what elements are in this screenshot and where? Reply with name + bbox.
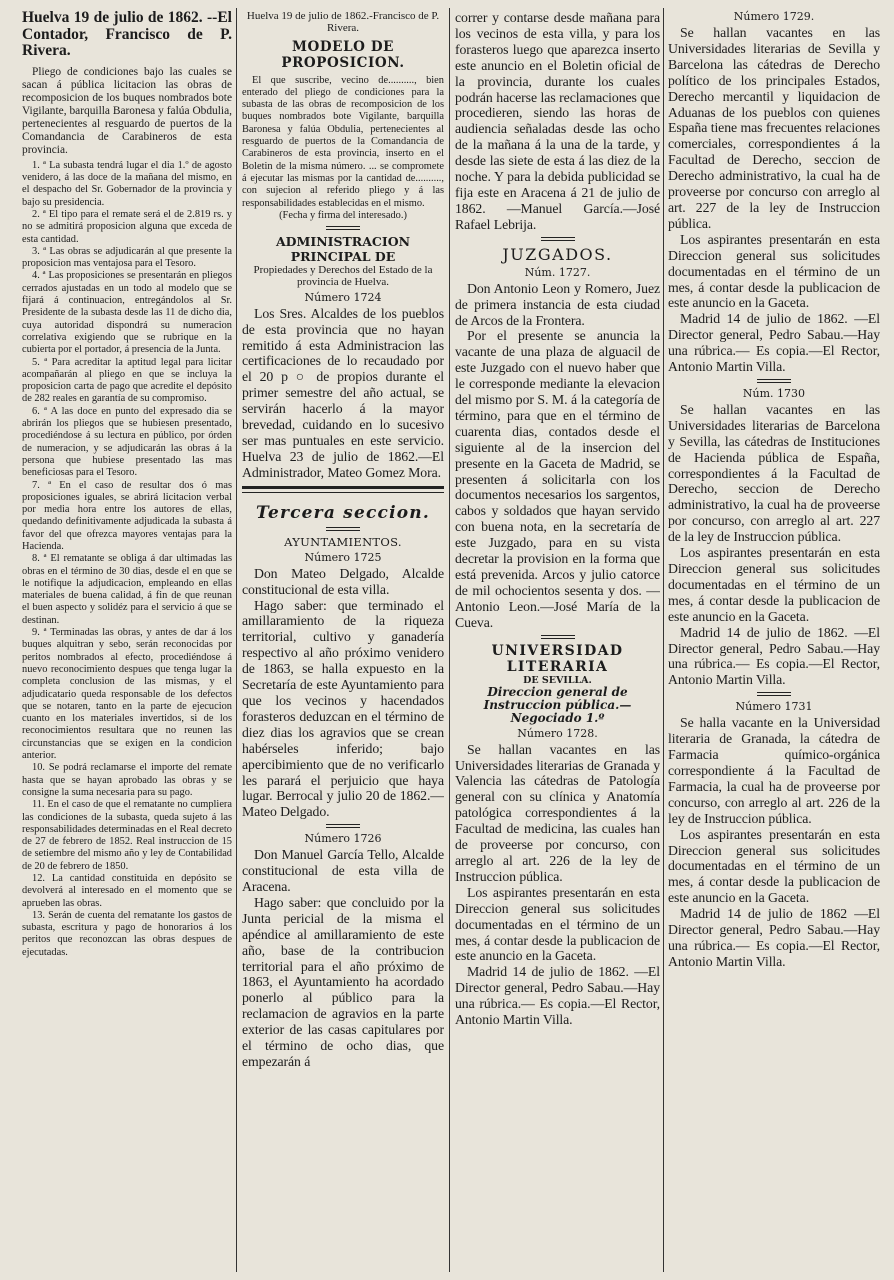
notice-number: Número 1731 <box>735 700 813 714</box>
notice-text: Por el presente se anuncia la vacante de una plaza de alguacil de este Juzgado con el nuevo haber que le corresponde mediante la elevacion del mismo por S. M. á la categoría de término, para que en el término de cuarenta dias, contados desde el siguiente al de la insercion del presente en la Gaceta de Madrid, se presenten á solicitarla con los documentos necesarios los sargentos, cabos y soldados que hayan servido con buena nota, en la secretaría de este Juzgado, para en su vista decretar la provision en la forma que está prevenida. Arcos y julio catorce de mil ochocientos sesenta y dos. —Antonio Leon.—José María de la Cueva. <box>455 328 660 630</box>
column-rule <box>449 8 450 1272</box>
column-header: Huelva 19 de julio de 1862.-Francisco de P. Rivera. <box>246 10 440 35</box>
separator <box>326 824 360 828</box>
clause: 10. Se podrá reclamarse el importe del remate hasta que se hayan aprobado las obras y se consigne la suma necesaria para su pago. <box>22 762 232 798</box>
admin-subtitle: Propiedades y Derechos del Estado de la provincia de Huelva. <box>253 264 433 289</box>
clause: 11. En el caso de que el rematante no cumpliera las condiciones de la subasta, queda sujeto á las responsabilidades determinadas en el Real decreto de 27 de febrero de 1852. Real instruccion de 15 de setiembre del mismo año y ley de Contabilidad de 20 de febrero de 1850. <box>22 799 232 872</box>
section-title: Tercera seccion. <box>256 502 430 523</box>
notice-text: Don Antonio Leon y Romero, Juez de primera instancia de esta ciudad de Arcos de la Frontera. <box>455 280 660 328</box>
notice-text: Los aspirantes presentarán en esta Direccion general sus solicitudes documentadas en el término de un mes, á contar desde la publicacion de este anuncio en la Gaceta. <box>668 231 880 311</box>
column-rule <box>663 8 664 1272</box>
clause: 9. ª Terminadas las obras, y antes de dar á los buques alquitran y sebo, serán reconocidas por peritos nombrados al efecto, procediéndose á nuevo reconocimiento despues que tenga lugar la completa conclusion de las mismas, y el adjudicatario queda responsable de los defectos que se notaren, tanto en la parte de ejecucion cuanto en los materiales invertidos, si de los reconocimientos resultara que no reunen las circunstancias que se exigen en la condicion anterior. <box>22 627 232 762</box>
notice-text: Hago saber: que terminado el amillaramiento de la riqueza territorial, cultivo y ganadería respectivo al año próximo venidero de 1863, se halla expuesto en la Secretaría de este Ayuntamiento para que los vecinos y hacendados forasteros deduzcan en el término de diez dias los agravios que se crean habérseles inferido; bajo apercibimiento que de no verificarlo les parará el perjuicio que haya lugar. Berrocal y julio 20 de 1862.—Mateo Delgado. <box>242 597 444 820</box>
notice-text: Don Mateo Delgado, Alcalde constitucional de esta villa. <box>242 565 444 597</box>
clause: 13. Serán de cuenta del rematante los gastos de subasta, escritura y pago de honorarios á los peritos que reconozcan las obras despues de ejecutadas. <box>22 909 232 958</box>
clause: 5. ª Para acreditar la aptitud legal para licitar acompañarán al pliego en que se incluya la proposicion carta de pago que acredite el depósito de 282 reales en garantía de su compromiso. <box>22 356 232 405</box>
clause: 7. ª En el caso de resultar dos ó mas proposiciones iguales, se abrirá licitacion verbal por media hora entre los autores de ellas, quedando definitivamente adjudicada la subasta á favor del que ofrezca mayores ventajas para la Hacienda. <box>22 479 232 552</box>
pliego-intro: Pliego de condiciones bajo las cuales se sacan á pública licitacion las obras de recomposicion de los buques nombrados bote Vigilante, barquilla Baronesa y falúa Obdulia, pertenecientes al resguardo de puertos de la Comandancia de Carabineros de esta provincia. <box>22 65 232 156</box>
notice-number: Número 1726 <box>304 832 382 846</box>
admin-text: Los Sres. Alcaldes de los pueblos de esta provincia que no hayan remitido á esta Administracion las certificaciones de lo recaudado por el 20 p ○ de propios durante el primer semestre del año actual, se servirán hacerlo á la mayor brevedad, cuidando en lo sucesivo ser mas puntuales en este servicio. Huelva 23 de julio de 1862.—El Administrador, Mateo Gomez Mora. <box>242 305 444 480</box>
direccion-line: Direccion general de Instruccion pública.—Negociado 1.º <box>483 684 632 725</box>
notice-text: Se hallan vacantes en las Universidades literarias de Barcelona y Sevilla, las cátedras de Instituciones de Hacienda pública de España, correspondientes á la Facultad de Derecho, seccion de Derecho administrativo, la cual ha de proveerse por concurso, con arreglo al art. 227 de la ley de Instruccion pública. <box>668 401 880 545</box>
notice-text: Don Manuel García Tello, Alcalde constitucional de esta villa de Aracena. <box>242 847 444 895</box>
clause: 6. ª A las doce en punto del expresado dia se abrirán los pliegos que se hubiesen presentado, procediéndose á su lectura en público, por órden de numeracion, y se adjudicarán las obras á la persona que hubiese presentado las mas beneficiosas para el Tesoro. <box>22 405 232 479</box>
column-2 <box>242 10 444 1070</box>
notice-text: Los aspirantes presentarán en esta Direccion general sus solicitudes documentadas en el término de un mes, á contar desde la publicacion de este anuncio en la Gaceta. <box>455 884 660 964</box>
university-subtitle: DE SEVILLA. <box>523 674 592 686</box>
notice-text: Se hallan vacantes en las Universidades literarias de Sevilla y Barcelona las cátedras de Derecho político de los principales Estados, Derecho mercantil y liquidacion de Aduanas de los pueblos con quienes España tiene mas frecuentes relaciones comerciales, correspondientes á la Facultad de Derecho, seccion de Derecho administrativo, la cual ha de proveerse por concurso con arreglo al art. 227 de la ley de Instruccion pública. <box>668 25 880 231</box>
clause: 2. ª El tipo para el remate será el de 2.819 rs. y no se admitirá proposicion alguna que exceda de esta cantidad. <box>22 208 232 245</box>
column-header: Huelva 19 de julio de 1862. --El Contador, Francisco de P. Rivera. <box>22 10 232 60</box>
separator <box>757 692 791 696</box>
modelo-text: El que suscribe, vecino de.........., bien enterado del pliego de condiciones para la subasta de las obras de recomposicion de los buques nombrados bote Vigilante, barquilla Baronesa y falúa Obdulia, pertenecientes al resguardo de puertos de la Comandancia de Carabineros de esta provincia, inserto en el Boletin de la misma número. ... se compromete á ejecutar las mismas por la cantidad de.........., con sujecion al referido pliego y á las responsabilidades establecidas en el mismo. <box>242 74 444 209</box>
column-3 <box>455 10 660 1028</box>
notice-text: Hago saber: que concluido por la Junta pericial de la misma el apéndice al amillaramiento de este año, base de la contribucion territorial para el año próximo de 1863, el Ayuntamiento ha acordado ponerlo al público para la reclamacion de agravios en la parte exterior de las casas capitulares por el término de ocho dias, que empezarán á <box>242 894 444 1069</box>
separator <box>541 635 575 639</box>
column-4 <box>668 10 880 970</box>
notice-text: Se halla vacante en la Universidad literaria de Granada, la cátedra de Farmacia químico-orgánica correspondiente á la Facultad de Farmacia, la cual ha de proveerse por concurso, con arreglo al art. 226 de la ley de Instruccion pública. <box>668 715 880 826</box>
modelo-signature: (Fecha y firma del interesado.) <box>279 209 407 221</box>
column-1 <box>22 10 232 959</box>
notice-text: Madrid 14 de julio de 1862 —El Director general, Pedro Sabau.—Hay una rúbrica.— Es copia.—El Rector, Antonio Martin Villa. <box>668 906 880 969</box>
separator <box>757 379 791 383</box>
section-rule <box>242 492 444 493</box>
notice-text: Madrid 14 de julio de 1862. —El Director general, Pedro Sabau.—Hay una rúbrica.— Es copia.—El Rector, Antonio Martin Villa. <box>455 964 660 1028</box>
section-rule <box>242 486 444 489</box>
notice-number: Núm. 1730 <box>742 386 806 400</box>
clause: 8. ª El rematante se obliga á dar ultimadas las obras en el término de 30 dias, desde el en que se le notifique la adjudicacion, empleando en ellas materiales de buena calidad, á fin de que reunan el buen aspecto y solidéz para el servicio á que se destinan. <box>22 553 232 626</box>
notice-text: correr y contarse desde mañana para los vecinos de esta villa, y para los forasteros luego que aparezca inserto este anuncio en el Boletin oficial de la provincia, durante los cuales podrán hacerse las reclamaciones que procedieren, siendo las horas de audiencia señaladas desde las ocho de la mañana á la una de la tarde, y desde las siete de esta á las diez de la noche. Y para la debida publicidad se fija este en Aracena á 21 de julio de 1862. —Manuel García.—José Rafael Lebrija. <box>455 10 660 232</box>
university-title: UNIVERSIDAD LITERARIA <box>491 642 624 675</box>
notice-text: Los aspirantes presentarán en esta Direccion general sus solicitudes documentadas en el término de un mes, á contar desde la publicacion de este anuncio en la Gaceta. <box>668 545 880 624</box>
juzgados-title: JUZGADOS. <box>502 244 613 264</box>
clause: 3. ª Las obras se adjudicarán al que presente la proposicion mas ventajosa para el Tesoro. <box>22 245 232 270</box>
separator <box>326 226 360 230</box>
notice-number: Núm. 1727. <box>524 265 591 279</box>
notice-text: Madrid 14 de julio de 1862. —El Director general, Pedro Sabau.—Hay una rúbrica.— Es copia.—El Rector, Antonio Martin Villa. <box>668 624 880 688</box>
notice-number: Número 1729. <box>733 10 815 23</box>
separator <box>541 237 575 241</box>
notice-number: Número 1728. <box>517 726 598 740</box>
column-rule <box>236 8 237 1272</box>
notice-text: Los aspirantes presentarán en esta Direccion general sus solicitudes documentadas en el término de un mes, á contar desde la publicacion de este anuncio en la Gaceta. <box>668 826 880 906</box>
notice-number: Número 1725 <box>304 550 382 564</box>
notice-text: Se hallan vacantes en las Universidades literarias de Granada y Valencia las cátedras de Patología general con su clínica y Anatomía patológica correspondientes á la Facultad de medicina, las cuales han de proveerse por concurso, con arreglo al art. 226 de la ley de Instruccion pública. <box>455 741 660 884</box>
separator <box>326 527 360 531</box>
modelo-title: MODELO DE PROPOSICION. <box>281 38 405 71</box>
notice-number: Número 1724 <box>304 290 382 304</box>
clause: 1. ª La subasta tendrá lugar el dia 1.º de agosto venidero, á las doce de la mañana del mismo, en el despacho del Sr. Gobernador de la provincia y bajo su presidencia. <box>22 159 232 208</box>
admin-title: ADMINISTRACION PRINCIPAL DE <box>275 234 411 265</box>
ayuntamientos-title: AYUNTAMIENTOS. <box>284 534 402 549</box>
notice-text: Madrid 14 de julio de 1862. —El Director general, Pedro Sabau.—Hay una rúbrica.— Es copia.—El Rector, Antonio Martin Villa. <box>668 311 880 375</box>
clause: 4. ª Las proposiciones se presentarán en pliegos cerrados ajustadas en un todo al modelo que se fijará á continuacion, entregándolos al Sr. Presidente de la subasta desde las 11 de dicho dia, cuya autoridad dispondrá su numeracion correlativa exigiendo que se rubrique en la cubierta por el portador, á presencia de la Junta. <box>22 270 232 356</box>
clause: 12. La cantidad constituida en depósito se devolverá al interesado en el momento que se aprueben las obras. <box>22 873 232 909</box>
